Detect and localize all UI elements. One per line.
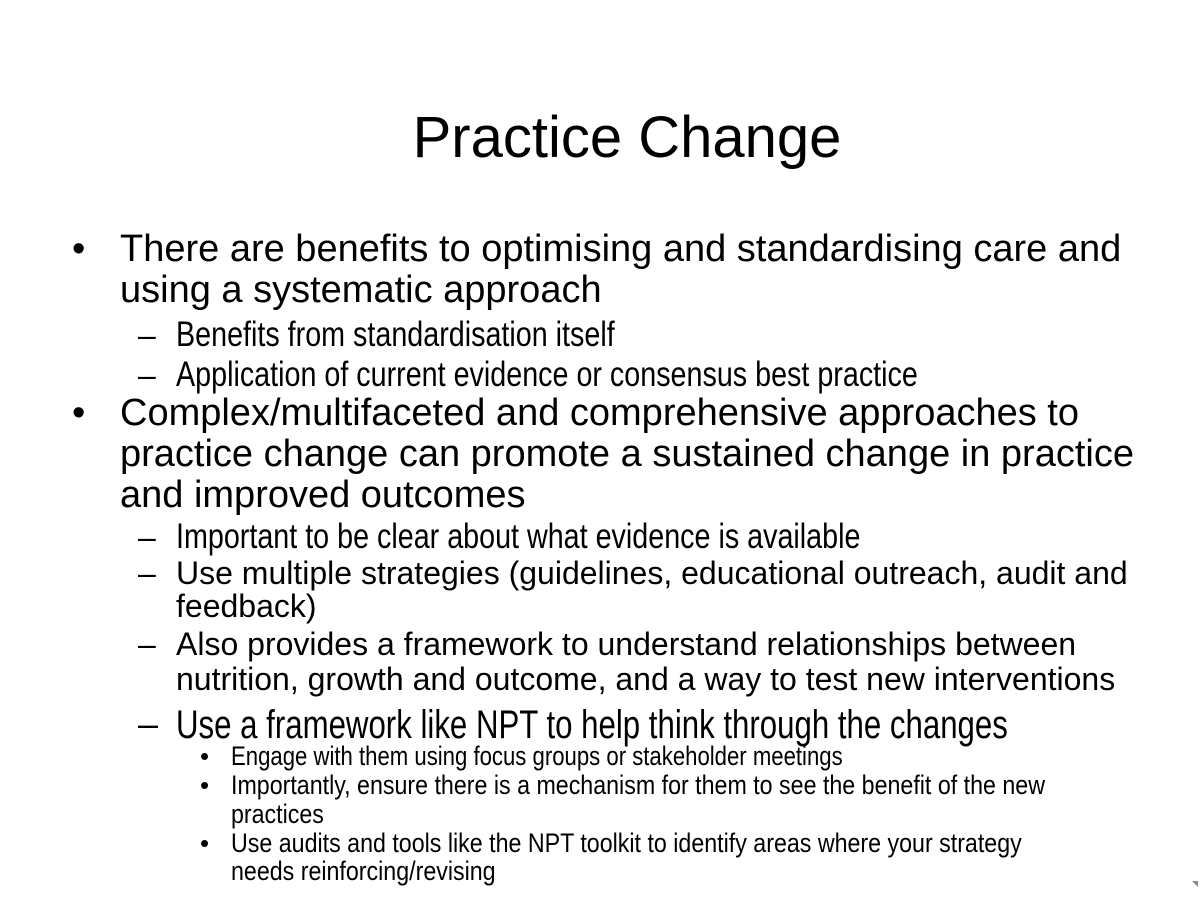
subsub-bullet-text: needs reinforcing/revising — [231, 856, 496, 886]
subsub-bullet-marker: • — [200, 741, 210, 771]
sub-bullet-text: feedback) — [176, 588, 317, 624]
bullet-marker: • — [72, 392, 86, 434]
subsub-bullet-text: Importantly, ensure there is a mechanism for them to see the benefit of the new — [231, 770, 1045, 800]
sub-bullet-text: Important to be clear about what evidence is available — [176, 517, 861, 556]
bullet-text: There are benefits to optimising and standardising care and — [120, 228, 1122, 270]
sub-bullet-marker: – — [138, 519, 156, 555]
sub-bullet-text: Use multiple strategies (guidelines, educational outreach, audit and — [176, 555, 1128, 591]
sub-bullet-text: Also provides a framework to understand relationships between — [176, 626, 1077, 662]
bullet-text: practice change can promote a sustained change in practice — [120, 433, 1134, 475]
bullet-text: using a systematic approach — [120, 269, 602, 311]
sub-bullet-marker: – — [138, 703, 159, 744]
bullet-marker: • — [72, 228, 86, 270]
subsub-bullet-marker: • — [200, 770, 210, 800]
sub-bullet-text: nutrition, growth and outcome, and a way to test new interventions — [176, 661, 1116, 697]
sub-bullet-text: Benefits from standardisation itself — [176, 315, 615, 354]
sub-bullet-marker: – — [138, 357, 156, 393]
sub-bullet-text: Use a framework like NPT to help think through the changes — [176, 703, 1008, 747]
sub-bullet-marker: – — [138, 626, 156, 662]
bullet-text: Complex/multifaceted and comprehensive approaches to — [120, 392, 1079, 434]
subsub-bullet-text: Engage with them using focus groups or stakeholder meetings — [231, 741, 843, 771]
resize-corner-icon — [1192, 881, 1198, 887]
bullet-text: and improved outcomes — [120, 474, 526, 516]
subsub-bullet-text: practices — [231, 799, 324, 829]
subsub-bullet-marker: • — [200, 828, 210, 858]
slide-title: Practice Change — [412, 105, 842, 170]
sub-bullet-text: Application of current evidence or consensus best practice — [176, 355, 918, 394]
sub-bullet-marker: – — [138, 555, 156, 591]
sub-bullet-marker: – — [138, 317, 156, 353]
subsub-bullet-text: Use audits and tools like the NPT toolkit to identify areas where your strategy — [231, 828, 1022, 858]
